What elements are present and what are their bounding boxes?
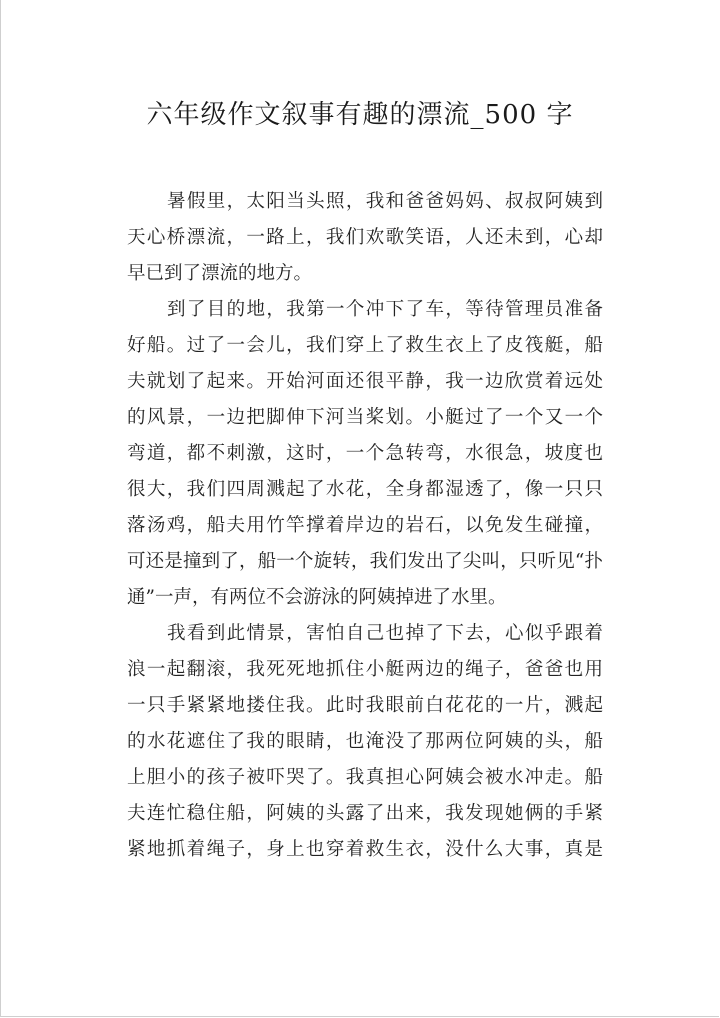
paragraph-line: 通”一声，有两位不会游泳的阿姨掉进了水里。	[127, 587, 507, 608]
paragraph-line: 一只手紧紧地搂住我。此时我眼前白花花的一片，溅起	[127, 695, 603, 716]
paragraph-line: 到了目的地，我第一个冲下了车，等待管理员准备	[167, 299, 603, 320]
paragraph-line: 的风景，一边把脚伸下河当桨划。小艇过了一个又一个	[127, 407, 603, 428]
paragraph-line: 好船。过了一会儿，我们穿上了救生衣上了皮筏艇，船	[127, 335, 603, 356]
paragraph-line: 我看到此情景，害怕自己也掉了下去，心似乎跟着	[167, 623, 603, 644]
document-body	[127, 184, 603, 868]
paragraph-line: 很大，我们四周溅起了水花，全身都湿透了，像一只只	[127, 479, 603, 500]
paragraph-3	[127, 616, 603, 868]
paragraph-line: 落汤鸡，船夫用竹竿撑着岸边的岩石，以免发生碰撞，	[127, 515, 603, 536]
paragraph-line: 早已到了漂流的地方。	[127, 263, 313, 284]
paragraph-line: 暑假里，太阳当头照，我和爸爸妈妈、叔叔阿姨到	[167, 191, 603, 212]
paragraph-line: 天心桥漂流，一路上，我们欢歌笑语，人还未到，心却	[127, 227, 603, 248]
paragraph-line: 弯道，都不刺激，这时，一个急转弯，水很急，坡度也	[127, 443, 603, 464]
paragraph-1	[127, 184, 603, 292]
paragraph-line: 夫就划了起来。开始河面还很平静，我一边欣赏着远处	[127, 371, 603, 392]
paragraph-line: 的水花遮住了我的眼睛，也淹没了那两位阿姨的头，船	[127, 731, 603, 752]
paragraph-line: 上胆小的孩子被吓哭了。我真担心阿姨会被水冲走。船	[127, 767, 603, 788]
paragraph-line: 紧地抓着绳子，身上也穿着救生衣，没什么大事，真是	[127, 839, 603, 860]
paragraph-line: 夫连忙稳住船，阿姨的头露了出来，我发现她俩的手紧	[127, 803, 603, 824]
paragraph-line: 可还是撞到了，船一个旋转，我们发出了尖叫，只听见“扑	[127, 551, 603, 572]
paragraph-line: 浪一起翻滚，我死死地抓住小艇两边的绳子，爸爸也用	[127, 659, 603, 680]
document-title: 六年级作文叙事有趣的漂流_500 字	[146, 100, 574, 130]
paragraph-2	[127, 292, 603, 616]
